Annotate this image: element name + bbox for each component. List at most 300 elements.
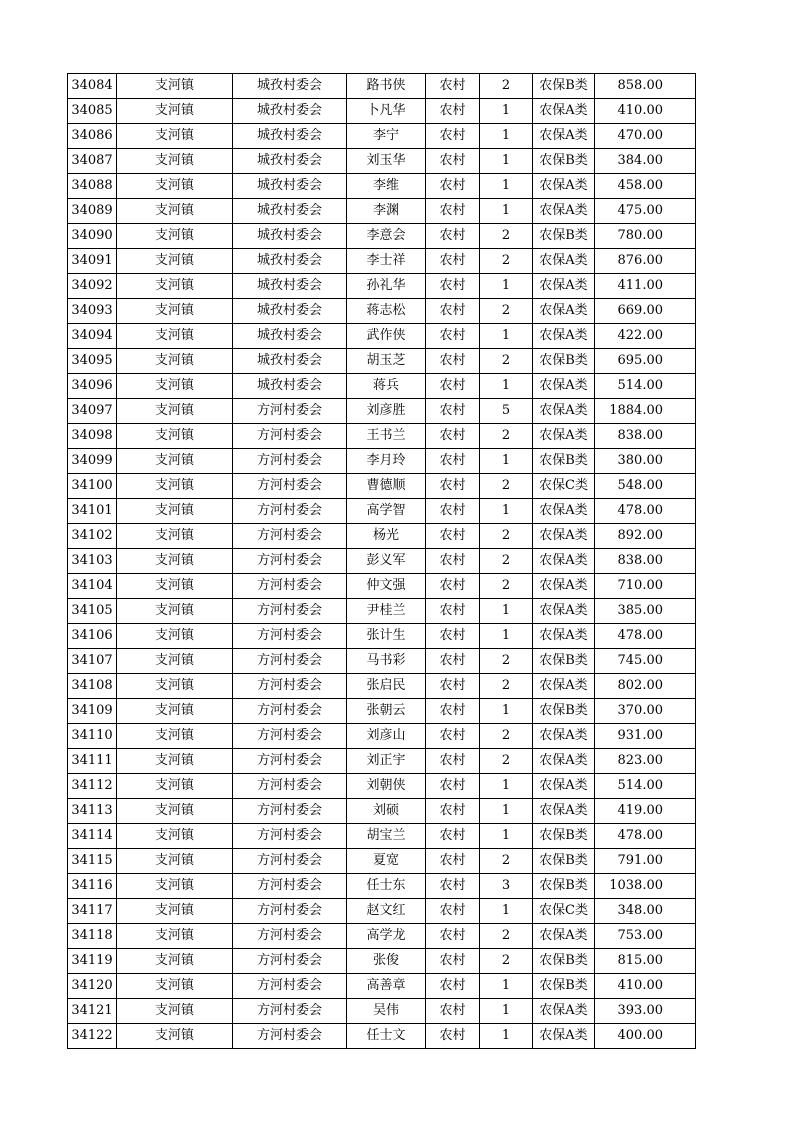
name-cell: 仲文强 — [347, 574, 426, 599]
record-id-cell: 34091 — [68, 249, 117, 274]
table-row — [68, 899, 696, 924]
village-committee-cell: 方河村委会 — [233, 399, 347, 424]
village-committee-cell: 方河村委会 — [233, 849, 347, 874]
name-cell: 刘玉华 — [347, 149, 426, 174]
record-id-cell: 34104 — [68, 574, 117, 599]
amount-cell: 422.00 — [595, 324, 696, 349]
town-cell: 支河镇 — [117, 1024, 233, 1049]
person-count-cell: 2 — [480, 674, 533, 699]
insurance-category-cell: 农保B类 — [533, 824, 595, 849]
person-count-cell: 3 — [480, 874, 533, 899]
person-count-cell: 1 — [480, 449, 533, 474]
record-id-cell: 34096 — [68, 374, 117, 399]
town-cell: 支河镇 — [117, 899, 233, 924]
person-count-cell: 2 — [480, 74, 533, 99]
record-id-cell: 34088 — [68, 174, 117, 199]
document-page — [67, 73, 696, 1049]
insurance-category-cell: 农保C类 — [533, 899, 595, 924]
household-type-cell: 农村 — [426, 249, 480, 274]
insurance-category-cell: 农保A类 — [533, 424, 595, 449]
household-type-cell: 农村 — [426, 874, 480, 899]
record-id-cell: 34085 — [68, 99, 117, 124]
name-cell: 马书彩 — [347, 649, 426, 674]
insurance-category-cell: 农保A类 — [533, 299, 595, 324]
household-type-cell: 农村 — [426, 824, 480, 849]
town-cell: 支河镇 — [117, 549, 233, 574]
household-type-cell: 农村 — [426, 474, 480, 499]
village-committee-cell: 方河村委会 — [233, 899, 347, 924]
insurance-category-cell: 农保C类 — [533, 474, 595, 499]
amount-cell: 514.00 — [595, 774, 696, 799]
person-count-cell: 1 — [480, 974, 533, 999]
amount-cell: 475.00 — [595, 199, 696, 224]
town-cell: 支河镇 — [117, 199, 233, 224]
amount-cell: 400.00 — [595, 1024, 696, 1049]
household-type-cell: 农村 — [426, 174, 480, 199]
person-count-cell: 1 — [480, 899, 533, 924]
town-cell: 支河镇 — [117, 349, 233, 374]
person-count-cell: 1 — [480, 1024, 533, 1049]
name-cell: 孙礼华 — [347, 274, 426, 299]
town-cell: 支河镇 — [117, 974, 233, 999]
town-cell: 支河镇 — [117, 449, 233, 474]
table-row — [68, 224, 696, 249]
village-committee-cell: 方河村委会 — [233, 874, 347, 899]
amount-cell: 791.00 — [595, 849, 696, 874]
name-cell: 路书侠 — [347, 74, 426, 99]
person-count-cell: 2 — [480, 649, 533, 674]
town-cell: 支河镇 — [117, 799, 233, 824]
table-row — [68, 524, 696, 549]
amount-cell: 753.00 — [595, 924, 696, 949]
person-count-cell: 5 — [480, 399, 533, 424]
insurance-category-cell: 农保A类 — [533, 249, 595, 274]
amount-cell: 478.00 — [595, 624, 696, 649]
person-count-cell: 2 — [480, 949, 533, 974]
record-id-cell: 34086 — [68, 124, 117, 149]
name-cell: 刘正宇 — [347, 749, 426, 774]
person-count-cell: 1 — [480, 624, 533, 649]
amount-cell: 419.00 — [595, 799, 696, 824]
town-cell: 支河镇 — [117, 824, 233, 849]
household-type-cell: 农村 — [426, 924, 480, 949]
person-count-cell: 2 — [480, 924, 533, 949]
amount-cell: 514.00 — [595, 374, 696, 399]
amount-cell: 458.00 — [595, 174, 696, 199]
village-committee-cell: 方河村委会 — [233, 749, 347, 774]
household-type-cell: 农村 — [426, 199, 480, 224]
household-type-cell: 农村 — [426, 749, 480, 774]
town-cell: 支河镇 — [117, 324, 233, 349]
amount-cell: 393.00 — [595, 999, 696, 1024]
household-type-cell: 农村 — [426, 974, 480, 999]
name-cell: 高学智 — [347, 499, 426, 524]
household-type-cell: 农村 — [426, 124, 480, 149]
record-id-cell: 34111 — [68, 749, 117, 774]
record-id-cell: 34098 — [68, 424, 117, 449]
household-type-cell: 农村 — [426, 74, 480, 99]
village-committee-cell: 城孜村委会 — [233, 99, 347, 124]
village-committee-cell: 方河村委会 — [233, 949, 347, 974]
household-type-cell: 农村 — [426, 99, 480, 124]
village-committee-cell: 城孜村委会 — [233, 124, 347, 149]
record-id-cell: 34094 — [68, 324, 117, 349]
person-count-cell: 1 — [480, 149, 533, 174]
person-count-cell: 1 — [480, 999, 533, 1024]
table-row — [68, 474, 696, 499]
name-cell: 赵文红 — [347, 899, 426, 924]
village-committee-cell: 方河村委会 — [233, 499, 347, 524]
name-cell: 李渊 — [347, 199, 426, 224]
table-row — [68, 149, 696, 174]
household-type-cell: 农村 — [426, 349, 480, 374]
village-committee-cell: 方河村委会 — [233, 524, 347, 549]
record-id-cell: 34119 — [68, 949, 117, 974]
amount-cell: 410.00 — [595, 99, 696, 124]
record-id-cell: 34122 — [68, 1024, 117, 1049]
insurance-category-cell: 农保B类 — [533, 224, 595, 249]
insurance-category-cell: 农保A类 — [533, 599, 595, 624]
amount-cell: 384.00 — [595, 149, 696, 174]
village-committee-cell: 城孜村委会 — [233, 374, 347, 399]
record-id-cell: 34106 — [68, 624, 117, 649]
record-id-cell: 34117 — [68, 899, 117, 924]
village-committee-cell: 方河村委会 — [233, 699, 347, 724]
name-cell: 任士文 — [347, 1024, 426, 1049]
town-cell: 支河镇 — [117, 874, 233, 899]
name-cell: 吴伟 — [347, 999, 426, 1024]
village-committee-cell: 方河村委会 — [233, 574, 347, 599]
name-cell: 刘朝侠 — [347, 774, 426, 799]
person-count-cell: 1 — [480, 799, 533, 824]
person-count-cell: 2 — [480, 574, 533, 599]
village-committee-cell: 方河村委会 — [233, 649, 347, 674]
table-row — [68, 349, 696, 374]
person-count-cell: 2 — [480, 749, 533, 774]
name-cell: 刘彦山 — [347, 724, 426, 749]
household-type-cell: 农村 — [426, 799, 480, 824]
household-type-cell: 农村 — [426, 699, 480, 724]
table-row — [68, 249, 696, 274]
records-table — [67, 73, 696, 1049]
village-committee-cell: 方河村委会 — [233, 674, 347, 699]
amount-cell: 838.00 — [595, 549, 696, 574]
town-cell: 支河镇 — [117, 274, 233, 299]
amount-cell: 780.00 — [595, 224, 696, 249]
record-id-cell: 34108 — [68, 674, 117, 699]
table-row — [68, 999, 696, 1024]
table-row — [68, 199, 696, 224]
household-type-cell: 农村 — [426, 899, 480, 924]
insurance-category-cell: 农保A类 — [533, 99, 595, 124]
name-cell: 高学龙 — [347, 924, 426, 949]
insurance-category-cell: 农保A类 — [533, 624, 595, 649]
person-count-cell: 1 — [480, 99, 533, 124]
table-row — [68, 824, 696, 849]
person-count-cell: 1 — [480, 124, 533, 149]
name-cell: 蒋志松 — [347, 299, 426, 324]
table-row — [68, 724, 696, 749]
name-cell: 夏宽 — [347, 849, 426, 874]
person-count-cell: 2 — [480, 299, 533, 324]
name-cell: 李月玲 — [347, 449, 426, 474]
person-count-cell: 1 — [480, 174, 533, 199]
name-cell: 李意会 — [347, 224, 426, 249]
amount-cell: 838.00 — [595, 424, 696, 449]
household-type-cell: 农村 — [426, 499, 480, 524]
name-cell: 王书兰 — [347, 424, 426, 449]
household-type-cell: 农村 — [426, 599, 480, 624]
person-count-cell: 1 — [480, 274, 533, 299]
insurance-category-cell: 农保B类 — [533, 449, 595, 474]
insurance-category-cell: 农保A类 — [533, 924, 595, 949]
table-row — [68, 299, 696, 324]
amount-cell: 710.00 — [595, 574, 696, 599]
household-type-cell: 农村 — [426, 524, 480, 549]
household-type-cell: 农村 — [426, 774, 480, 799]
name-cell: 曹德顺 — [347, 474, 426, 499]
village-committee-cell: 城孜村委会 — [233, 324, 347, 349]
name-cell: 卜凡华 — [347, 99, 426, 124]
record-id-cell: 34089 — [68, 199, 117, 224]
record-id-cell: 34087 — [68, 149, 117, 174]
table-row — [68, 399, 696, 424]
table-row — [68, 499, 696, 524]
table-row — [68, 974, 696, 999]
household-type-cell: 农村 — [426, 849, 480, 874]
town-cell: 支河镇 — [117, 124, 233, 149]
record-id-cell: 34093 — [68, 299, 117, 324]
household-type-cell: 农村 — [426, 299, 480, 324]
insurance-category-cell: 农保B类 — [533, 699, 595, 724]
name-cell: 张朝云 — [347, 699, 426, 724]
town-cell: 支河镇 — [117, 99, 233, 124]
village-committee-cell: 城孜村委会 — [233, 224, 347, 249]
household-type-cell: 农村 — [426, 674, 480, 699]
insurance-category-cell: 农保A类 — [533, 749, 595, 774]
record-id-cell: 34092 — [68, 274, 117, 299]
household-type-cell: 农村 — [426, 574, 480, 599]
town-cell: 支河镇 — [117, 599, 233, 624]
town-cell: 支河镇 — [117, 524, 233, 549]
record-id-cell: 34107 — [68, 649, 117, 674]
amount-cell: 385.00 — [595, 599, 696, 624]
name-cell: 李宁 — [347, 124, 426, 149]
table-row — [68, 624, 696, 649]
person-count-cell: 2 — [480, 724, 533, 749]
name-cell: 任士东 — [347, 874, 426, 899]
person-count-cell: 2 — [480, 474, 533, 499]
household-type-cell: 农村 — [426, 1024, 480, 1049]
town-cell: 支河镇 — [117, 674, 233, 699]
insurance-category-cell: 农保A类 — [533, 574, 595, 599]
record-id-cell: 34095 — [68, 349, 117, 374]
table-row — [68, 74, 696, 99]
insurance-category-cell: 农保A类 — [533, 524, 595, 549]
town-cell: 支河镇 — [117, 74, 233, 99]
amount-cell: 470.00 — [595, 124, 696, 149]
village-committee-cell: 城孜村委会 — [233, 149, 347, 174]
town-cell: 支河镇 — [117, 149, 233, 174]
town-cell: 支河镇 — [117, 174, 233, 199]
person-count-cell: 1 — [480, 324, 533, 349]
insurance-category-cell: 农保B类 — [533, 649, 595, 674]
record-id-cell: 34100 — [68, 474, 117, 499]
village-committee-cell: 城孜村委会 — [233, 74, 347, 99]
town-cell: 支河镇 — [117, 374, 233, 399]
household-type-cell: 农村 — [426, 649, 480, 674]
record-id-cell: 34097 — [68, 399, 117, 424]
town-cell: 支河镇 — [117, 849, 233, 874]
household-type-cell: 农村 — [426, 549, 480, 574]
amount-cell: 823.00 — [595, 749, 696, 774]
amount-cell: 478.00 — [595, 824, 696, 849]
village-committee-cell: 方河村委会 — [233, 474, 347, 499]
name-cell: 张俊 — [347, 949, 426, 974]
name-cell: 胡玉芝 — [347, 349, 426, 374]
table-row — [68, 799, 696, 824]
table-row — [68, 599, 696, 624]
person-count-cell: 2 — [480, 549, 533, 574]
village-committee-cell: 方河村委会 — [233, 974, 347, 999]
insurance-category-cell: 农保B类 — [533, 874, 595, 899]
amount-cell: 695.00 — [595, 349, 696, 374]
town-cell: 支河镇 — [117, 249, 233, 274]
amount-cell: 802.00 — [595, 674, 696, 699]
record-id-cell: 34109 — [68, 699, 117, 724]
record-id-cell: 34121 — [68, 999, 117, 1024]
village-committee-cell: 方河村委会 — [233, 624, 347, 649]
person-count-cell: 1 — [480, 199, 533, 224]
person-count-cell: 2 — [480, 849, 533, 874]
person-count-cell: 1 — [480, 374, 533, 399]
amount-cell: 931.00 — [595, 724, 696, 749]
table-row — [68, 374, 696, 399]
town-cell: 支河镇 — [117, 724, 233, 749]
amount-cell: 348.00 — [595, 899, 696, 924]
person-count-cell: 2 — [480, 249, 533, 274]
record-id-cell: 34110 — [68, 724, 117, 749]
amount-cell: 745.00 — [595, 649, 696, 674]
person-count-cell: 1 — [480, 824, 533, 849]
name-cell: 刘硕 — [347, 799, 426, 824]
person-count-cell: 2 — [480, 224, 533, 249]
village-committee-cell: 城孜村委会 — [233, 249, 347, 274]
table-row — [68, 424, 696, 449]
town-cell: 支河镇 — [117, 949, 233, 974]
household-type-cell: 农村 — [426, 149, 480, 174]
record-id-cell: 34116 — [68, 874, 117, 899]
table-row — [68, 749, 696, 774]
insurance-category-cell: 农保B类 — [533, 974, 595, 999]
table-row — [68, 99, 696, 124]
town-cell: 支河镇 — [117, 499, 233, 524]
village-committee-cell: 方河村委会 — [233, 924, 347, 949]
amount-cell: 370.00 — [595, 699, 696, 724]
household-type-cell: 农村 — [426, 399, 480, 424]
table-row — [68, 699, 696, 724]
village-committee-cell: 方河村委会 — [233, 424, 347, 449]
village-committee-cell: 方河村委会 — [233, 774, 347, 799]
town-cell: 支河镇 — [117, 999, 233, 1024]
insurance-category-cell: 农保B类 — [533, 349, 595, 374]
name-cell: 蒋兵 — [347, 374, 426, 399]
household-type-cell: 农村 — [426, 324, 480, 349]
name-cell: 彭义军 — [347, 549, 426, 574]
household-type-cell: 农村 — [426, 374, 480, 399]
record-id-cell: 34090 — [68, 224, 117, 249]
name-cell: 张启民 — [347, 674, 426, 699]
record-id-cell: 34102 — [68, 524, 117, 549]
village-committee-cell: 城孜村委会 — [233, 174, 347, 199]
table-body — [68, 74, 696, 1049]
name-cell: 张计生 — [347, 624, 426, 649]
table-row — [68, 274, 696, 299]
town-cell: 支河镇 — [117, 474, 233, 499]
name-cell: 胡宝兰 — [347, 824, 426, 849]
amount-cell: 669.00 — [595, 299, 696, 324]
table-row — [68, 924, 696, 949]
name-cell: 李士祥 — [347, 249, 426, 274]
insurance-category-cell: 农保A类 — [533, 324, 595, 349]
record-id-cell: 34099 — [68, 449, 117, 474]
village-committee-cell: 方河村委会 — [233, 1024, 347, 1049]
person-count-cell: 1 — [480, 499, 533, 524]
record-id-cell: 34112 — [68, 774, 117, 799]
amount-cell: 876.00 — [595, 249, 696, 274]
amount-cell: 1884.00 — [595, 399, 696, 424]
amount-cell: 548.00 — [595, 474, 696, 499]
table-row — [68, 324, 696, 349]
insurance-category-cell: 农保B类 — [533, 74, 595, 99]
amount-cell: 815.00 — [595, 949, 696, 974]
insurance-category-cell: 农保A类 — [533, 399, 595, 424]
village-committee-cell: 方河村委会 — [233, 999, 347, 1024]
village-committee-cell: 方河村委会 — [233, 549, 347, 574]
household-type-cell: 农村 — [426, 949, 480, 974]
town-cell: 支河镇 — [117, 774, 233, 799]
person-count-cell: 2 — [480, 524, 533, 549]
town-cell: 支河镇 — [117, 624, 233, 649]
table-row — [68, 949, 696, 974]
name-cell: 杨光 — [347, 524, 426, 549]
amount-cell: 478.00 — [595, 499, 696, 524]
record-id-cell: 34118 — [68, 924, 117, 949]
village-committee-cell: 方河村委会 — [233, 824, 347, 849]
insurance-category-cell: 农保A类 — [533, 799, 595, 824]
record-id-cell: 34084 — [68, 74, 117, 99]
table-row — [68, 649, 696, 674]
insurance-category-cell: 农保A类 — [533, 1024, 595, 1049]
person-count-cell: 1 — [480, 699, 533, 724]
town-cell: 支河镇 — [117, 749, 233, 774]
insurance-category-cell: 农保B类 — [533, 849, 595, 874]
insurance-category-cell: 农保A类 — [533, 374, 595, 399]
table-row — [68, 774, 696, 799]
household-type-cell: 农村 — [426, 724, 480, 749]
table-row — [68, 549, 696, 574]
household-type-cell: 农村 — [426, 624, 480, 649]
insurance-category-cell: 农保A类 — [533, 774, 595, 799]
table-row — [68, 574, 696, 599]
person-count-cell: 1 — [480, 599, 533, 624]
household-type-cell: 农村 — [426, 449, 480, 474]
table-row — [68, 174, 696, 199]
table-row — [68, 1024, 696, 1049]
amount-cell: 892.00 — [595, 524, 696, 549]
village-committee-cell: 方河村委会 — [233, 799, 347, 824]
insurance-category-cell: 农保A类 — [533, 124, 595, 149]
